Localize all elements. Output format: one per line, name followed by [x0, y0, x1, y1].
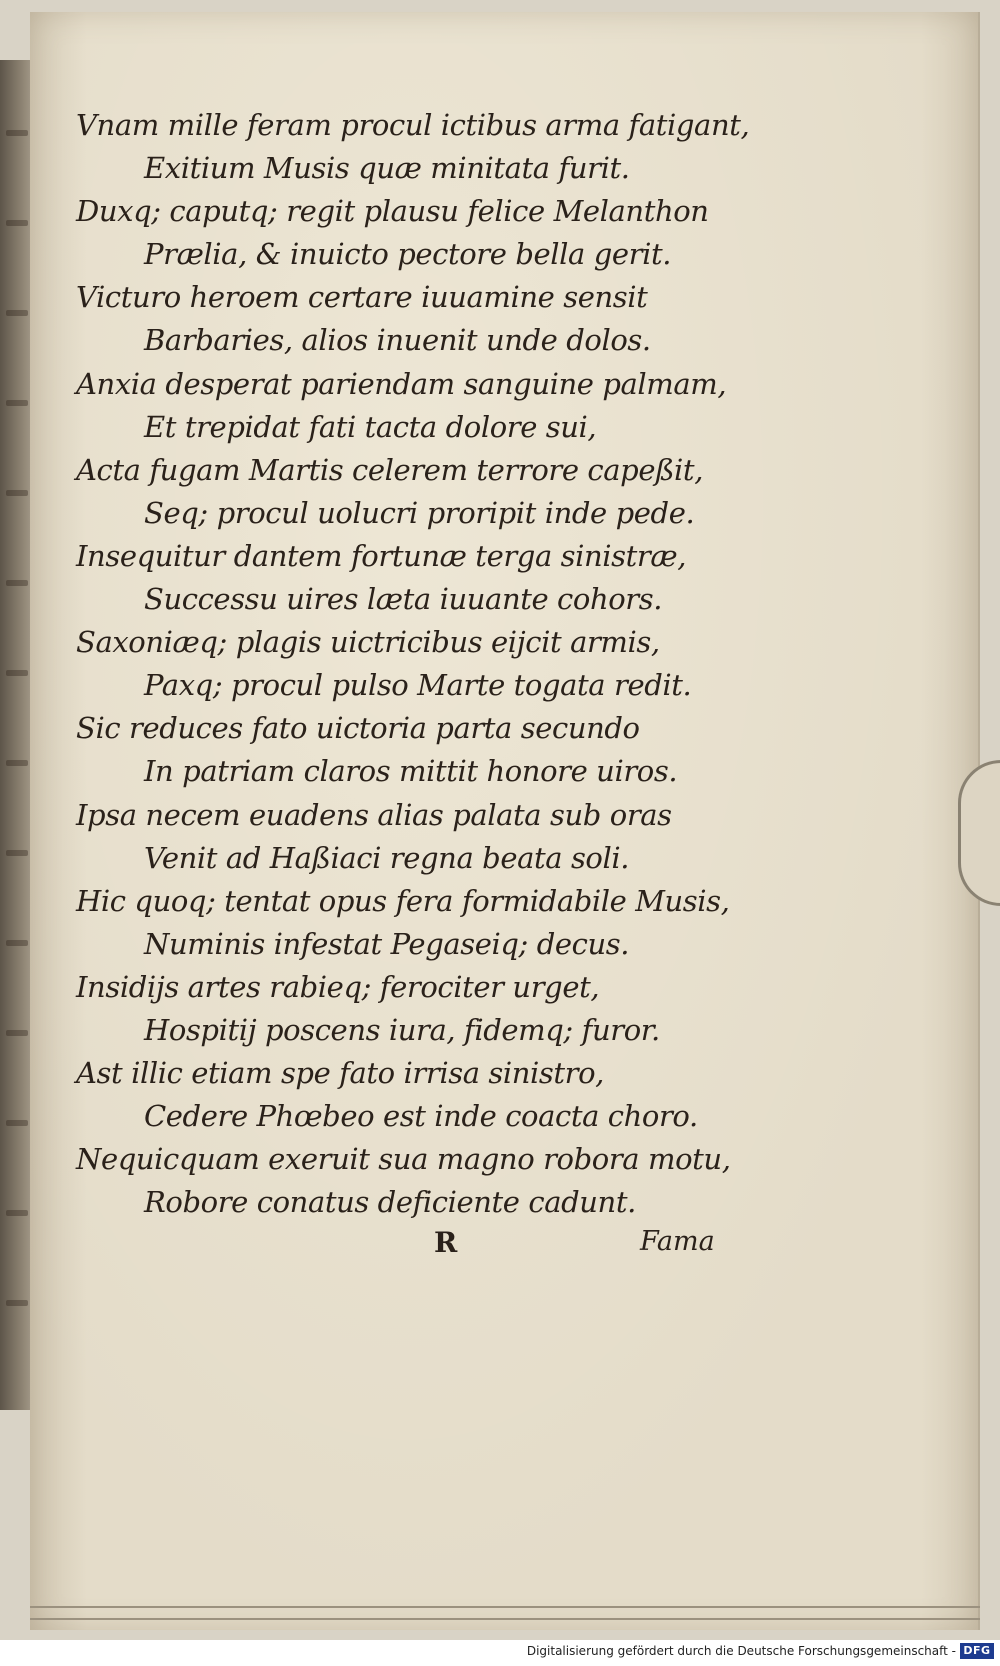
verse-line: Prælia, & inuicto pectore bella gerit.: [144, 237, 672, 272]
verse-line: Cedere Phœbeo est inde coacta choro.: [144, 1099, 698, 1134]
verse-line: Ast illic etiam spe fato irrisa sinistro,: [76, 1056, 604, 1091]
verse-block: [76, 104, 776, 1224]
digitization-credit: Digitalisierung gefördert durch die Deutsche Forschungsgemeinschaft -: [526, 1644, 956, 1658]
verse-line: Ipsa necem euadens alias palata sub oras: [76, 797, 672, 832]
verse-line: Numinis infestat Pegaseiq; decus.: [144, 926, 630, 961]
verse-line: Exitium Musis quæ minitata furit.: [144, 151, 630, 186]
verse-line: Anxia desperat pariendam sanguine palmam,: [76, 366, 727, 401]
page-bottom-edge: [30, 1606, 980, 1620]
verse-line: Vnam mille feram procul ictibus arma fatigant,: [76, 108, 750, 142]
verse-line: Et trepidat fati tacta dolore sui,: [144, 409, 597, 444]
verse-line: Victuro heroem certare iuuamine sensit: [76, 280, 648, 315]
verse-line: Insequitur dantem fortunæ terga sinistræ,: [76, 538, 687, 573]
verse-line: Robore conatus deficiente cadunt.: [144, 1185, 636, 1220]
verse-line: Acta fugam Martis celerem terrore capeßit,: [76, 452, 704, 487]
verse-line: Seq; procul uolucri proripit inde pede.: [144, 495, 695, 530]
verse-line: Venit ad Haßiaci regna beata soli.: [144, 840, 630, 875]
dfg-logo: DFG: [960, 1643, 994, 1659]
verse-line: Hospitij poscens iura, fidemq; furor.: [144, 1012, 660, 1047]
adjacent-page-edge: [0, 60, 34, 1410]
verse-line: Hic quoq; tentat opus fera formidabile Musis,: [76, 883, 730, 918]
verse-line: Paxq; procul pulso Marte togata redit.: [144, 668, 692, 703]
verse-line: Nequicquam exeruit sua magno robora motu,: [76, 1142, 731, 1177]
verse-line: Insidijs artes rabieq; ferociter urget,: [76, 969, 600, 1004]
catchword: Fama: [640, 1226, 715, 1257]
page-clip-tab: [958, 760, 1000, 906]
verse-line: In patriam claros mittit honore uiros.: [144, 754, 678, 789]
verse-line: Sic reduces fato uictoria parta secundo: [76, 711, 640, 746]
signature-mark: R: [434, 1226, 458, 1259]
verse-line: Successu uires læta iuuante cohors.: [144, 582, 663, 617]
verse-line: Saxoniæq; plagis uictricibus eijcit armis,: [76, 625, 660, 660]
verse-line: Duxq; caputq; regit plausu felice Melanthon: [76, 194, 709, 229]
verse-line: Barbaries, alios inuenit unde dolos.: [144, 323, 651, 358]
